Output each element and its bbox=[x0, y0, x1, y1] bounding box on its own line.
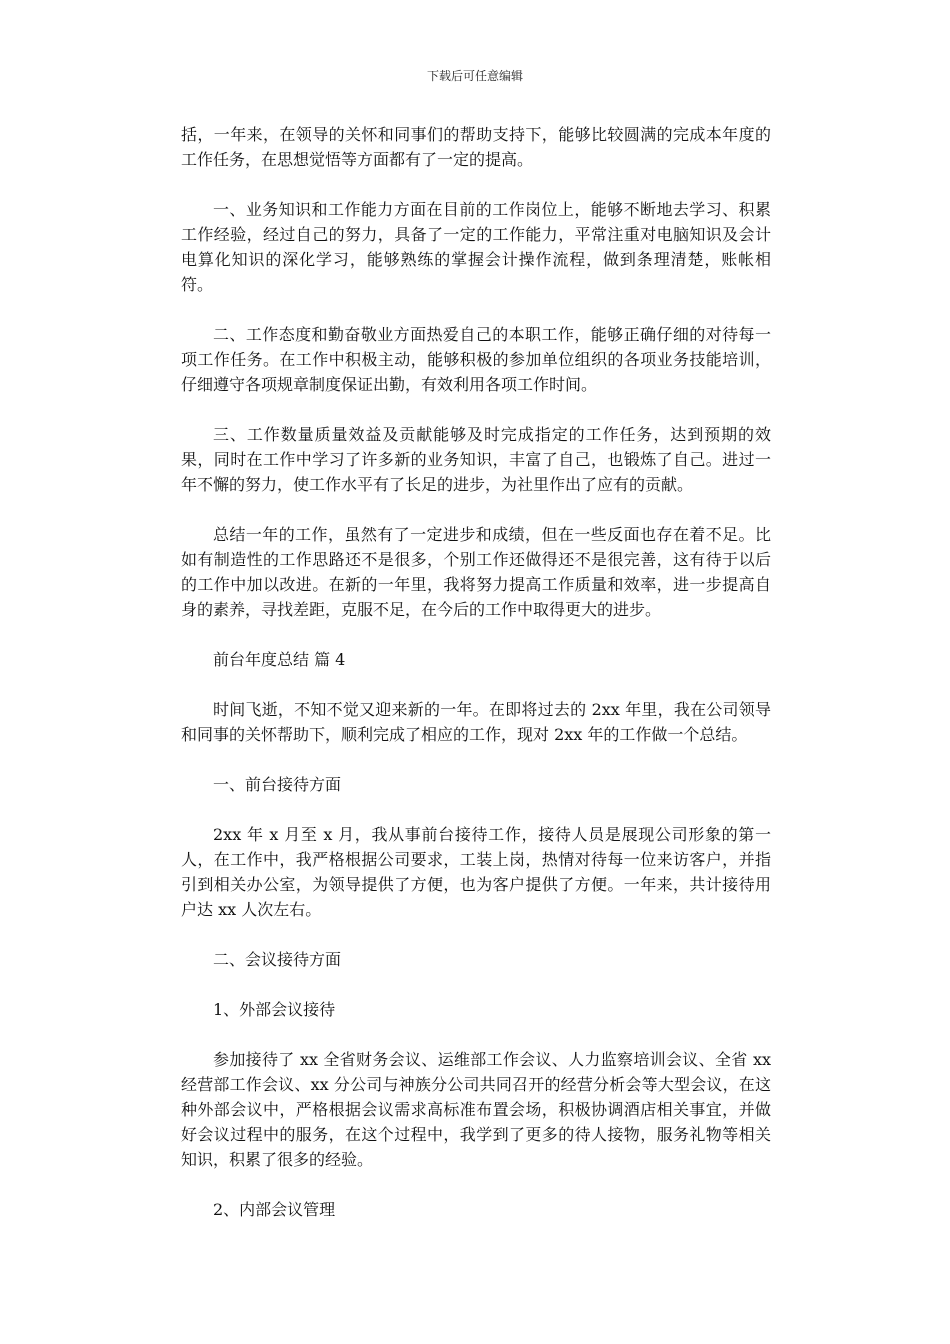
document-body bbox=[181, 122, 771, 1247]
paragraph-continuation: 括，一年来，在领导的关怀和同事们的帮助支持下，能够比较圆满的完成本年度的工作任务，在思想觉悟等方面都有了一定的提高。 bbox=[181, 125, 771, 169]
subheading-internal-meetings: 2、内部会议管理 bbox=[213, 1200, 336, 1219]
paragraph-work-quality: 三、工作数量质量效益及贡献能够及时完成指定的工作任务，达到预期的效果，同时在工作中学习了许多新的业务知识，丰富了自己，也锻炼了自己。进过一年不懈的努力，使工作水平有了长足的进步，为社里作出了应有的贡献。 bbox=[181, 425, 771, 494]
paragraph-external-meetings: 参加接待了 xx 全省财务会议、运维部工作会议、人力监察培训会议、全省 xx 经营部工作会议、xx 分公司与神族分公司共同召开的经营分析会等大型会议，在这种外部会议中，严格根据会议需求高标准布置会场，积极协调酒店相关事宜，并做好会议过程中的服务，在这个过程中，我学到了更多的待人接物，服务礼物等相关知识，积累了很多的经验。 bbox=[181, 1050, 771, 1169]
subheading-external-meetings: 1、外部会议接待 bbox=[213, 1000, 336, 1019]
paragraph-summary: 总结一年的工作，虽然有了一定进步和成绩，但在一些反面也存在着不足。比如有制造性的工作思路还不是很多，个别工作还做得还不是很完善，这有待于以后的工作中加以改进。在新的一年里，我将努力提高工作质量和效率，进一步提高自身的素养，寻找差距，克服不足，在今后的工作中取得更大的进步。 bbox=[181, 525, 771, 619]
paragraph-work-attitude: 二、工作态度和勤奋敬业方面热爱自己的本职工作，能够正确仔细的对待每一项工作任务。在工作中积极主动，能够积极的参加单位组织的各项业务技能培训，仔细遵守各项规章制度保证出勤，有效利用各项工作时间。 bbox=[181, 325, 771, 394]
section-title-part4: 前台年度总结 篇 4 bbox=[213, 650, 346, 669]
heading-meeting-reception: 二、会议接待方面 bbox=[213, 950, 342, 969]
paragraph-reception: 2xx 年 x 月至 x 月，我从事前台接待工作，接待人员是展现公司形象的第一人，在工作中，我严格根据公司要求，工装上岗，热情对待每一位来访客户，并指引到相关办公室，为领导提供了方便，也为客户提供了方便。一年来，共计接待用户达 xx 人次左右。 bbox=[181, 825, 771, 919]
heading-reception: 一、前台接待方面 bbox=[213, 775, 342, 794]
paragraph-intro: 时间飞逝，不知不觉又迎来新的一年。在即将过去的 2xx 年里，我在公司领导和同事的关怀帮助下，顺利完成了相应的工作，现对 2xx 年的工作做一个总结。 bbox=[181, 700, 771, 744]
page-header-note: 下载后可任意编辑 bbox=[426, 69, 523, 83]
paragraph-business-knowledge: 一、业务知识和工作能力方面在目前的工作岗位上，能够不断地去学习、积累工作经验，经过自己的努力，具备了一定的工作能力，平常注重对电脑知识及会计电算化知识的深化学习，能够熟练的掌握会计操作流程，做到条理清楚，账帐相符。 bbox=[181, 200, 771, 294]
